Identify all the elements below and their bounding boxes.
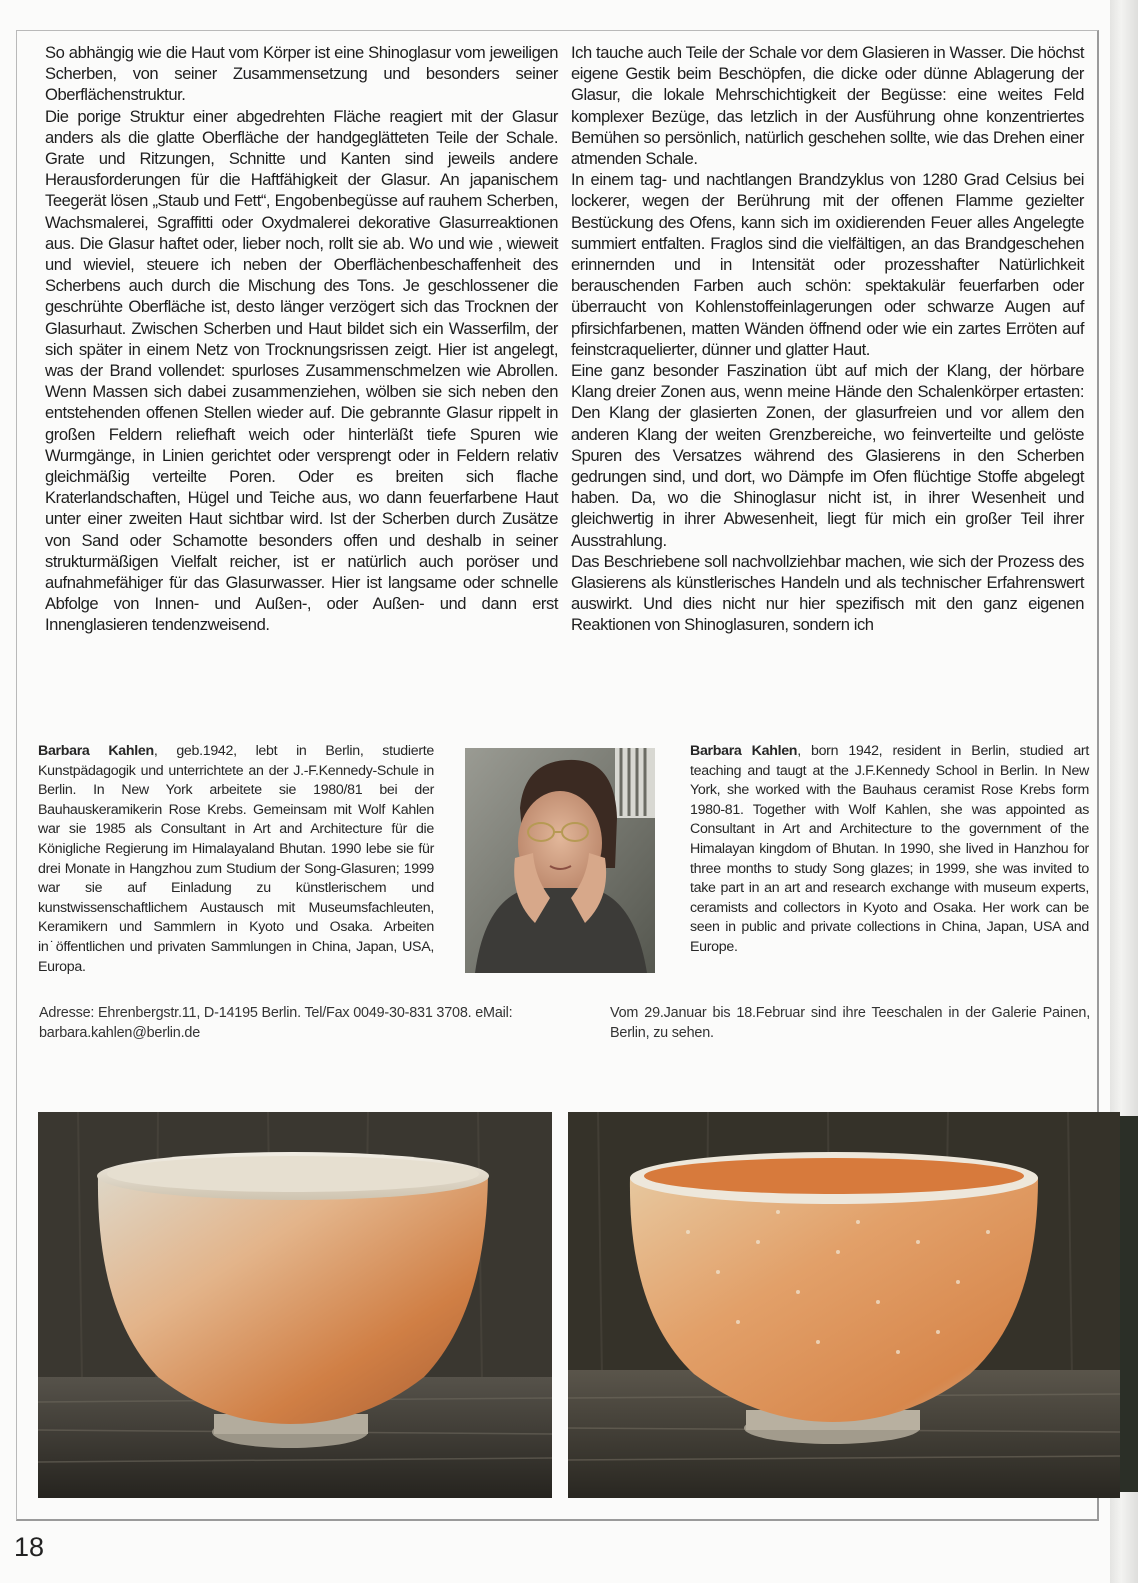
tea-bowl-photo-right [568,1112,1120,1498]
page-number: 18 [14,1532,45,1562]
exhibition-note: Vom 29.Januar bis 18.Februar sind ihre Teeschalen in der Galerie Painen, Berlin, zu sehen. [610,1005,1090,1041]
artist-bio-english [690,742,1089,958]
artist-address: Adresse: Ehrenbergstr.11, D-14195 Berlin. Tel/Fax 0049-30-831 3708. eMail: barbara.kahlen@berlin.de [39,1005,513,1041]
bio-text: , geb.1942, lebt in Berlin, studierte Kunstpädagogik und unterrichtete an der J.-F.Kennedy-Schule in Berlin. In New York arbeitete sie 1980/81 bei der Bauhauskeramikerin Rose Krebs. Gemeinsam mit Wolf Kahlen war sie 1985 als Consultant in Art and Architecture für die Königliche Regierung im Himalayaland Bhutan. 1990 lebe sie für drei Monate in Hangzhou zum Studium der Song-Glasuren; 1999 war sie auf Einladung zu künstlerischem und kunstwissenschaftlichem Austausch mit Museumsfachleuten, Keramikern und Sammlern in Kyoto und Osaka. Arbeiten in˙öffentlichen und privaten Sammlungen in China, Japan, USA, Europa. [38,743,434,975]
paragraph: Die porige Struktur einer abgedrehten Fläche reagiert mit der Glasur anders als die glatte Oberfläche der handgeglätteten Teile der Schale. Grate und Ritzungen, Schnitte und Kanten sind jeweils andere Herausforderungen für die Haftfähigkeit der Glasur. An japanischem Teegerät lösen „Staub und Fett“, Engobenbegüsse auf rauhem Scherben, Wachsmalerei, Sgraffitti oder Oxydmalerei dekorative Glasurreaktionen aus. Die Glasur haftet oder, lieber noch, rollt sie ab. Wo und wie , wieweit und wieviel, steuere ich neben der Oberflächenbeschaffenheit des Scherbens auch durch die Mischung des Tons. Je geschlossener die geschrühte Oberfläche ist, desto länger verzögert sich das Trocknen der Glasurhaut. Zwischen Scherben und Haut bildet sich ein Wasserfilm, der sich später in einem Netz von Trocknungsrissen zeigt. Hier ist angelegt, was der Brand vollendet: spurloses Zusammenschmelzen wie Abrollen. Wenn Massen sich dabei zusammenziehen, wölben sie sich neben den entstehenden offenen Stellen wieder auf. Die gebrannte Glasur rippelt in großen Feldern reliefhaft weich oder hinterläßt tiefe Spuren wie Wurmgänge, in Linien gerichtet oder versprengt oder in Feldern relativ gleichmäßig verteilte Poren. Oder es breiten sich flache Kraterlandschaften, Hügel und Teiche aus, wo dann feuerfarbene Haut unter einer zweiten Haut sichtbar wird. Ist der Scherben durch Zusätze von Sand oder Schamotte besonders offen und deshalb in seiner strukturmäßigen Vielfalt reicher, ist er natürlich auch poröser und aufnahmefähiger für das Glasurwasser. Hier ist langsame oder schnelle Abfolge von Innen- und Außen-, oder Außen- und dann erst Innenglasieren tendenzweisend. [45,106,558,635]
artist-bio-german [38,742,434,977]
portrait-illustration [465,748,655,973]
article-column-left [45,42,558,636]
artist-name: Barbara Kahlen [38,743,154,759]
artist-name: Barbara Kahlen [690,743,798,759]
bio-text: , born 1942, resident in Berlin, studied art teaching and taugt at the J.F.Kennedy School in Berlin. In New York, she worked with the Bauhaus ceramist Rose Krebs form 1980-81. Together with Wolf Kahlen, she was appointed as Consultant in Art and Architecture to the government of the Himalayan kingdom of Bhutan. In 1990, she lived in Hanzhou for three months to study Song glazes; in 1999, she was invited to take part in an art and research exchange with museum experts, ceramists and collectors in Kyoto and Osaka. Her work can be seen in public and private collections in China, Japan, USA and Europe. [690,743,1089,955]
artist-portrait-photo [465,748,655,973]
paragraph: Ich tauche auch Teile der Schale vor dem Glasieren in Wasser. Die höchst eigene Gestik beim Beschöpfen, die dicke oder dünne Ablagerung der Glasur, die lokale Mehrschichtigkeit der Begüsse: eine weites Feld komplexer Bezüge, das letzlich in der Ausführung ohne konzentriertes Bemühen so persönlich, natürlich geschehen sollte, wie das Drehen einer atmenden Schale. [571,43,1084,169]
article-column-right [571,42,1084,636]
paragraph: Eine ganz besonder Faszination übt auf mich der Klang, der hörbare Klang dreier Zonen aus, wenn meine Hände den Schalenkörper ertasten: Den Klang der glasierten Zonen, der glasurfreien und vor allem den anderen Klang der weiten Grenzbereiche, wo feinverteilte und gelöste Spuren des Versatzes während des Glasierens in den Scherben gedrungen sind, und dort, wo Dämpfe im Ofen flüchtige Stoffe abgelegt haben. Da, wo die Shinoglasur nicht ist, in ihrer Wesenheit und gleichwertig in ihrer Abwesenheit, liegt für mich ein großer Teil ihrer Ausstrahlung. [571,361,1084,550]
paragraph: So abhängig wie die Haut vom Körper ist eine Shinoglasur vom jeweiligen Scherben, von seiner Zusammensetzung und besonders seiner Oberflächenstruktur. [45,43,558,105]
tea-bowl-illustration [38,1112,552,1498]
tea-bowl-photo-left [38,1112,552,1498]
paragraph: In einem tag- und nachtlangen Brandzyklus von 1280 Grad Celsius bei lockerer, wegen der Berührung mit der offenen Flamme gezielter Bestückung des Ofens, kann sich im oxidierenden Feuer alles Angelegte summiert entfalten. Fraglos sind die vielfältigen, an das Brandgeschehen erinnernden und in Intensität oder prozesshafter Natürlichkeit berauschenden Farben auch schön: spektakulär feuerfarben oder überraucht von Kohlenstoffeinlagerungen oder schwarze Augen auf pfirsichfarbenen, matten Wänden öffnend oder wie ein zartes Erröten auf feinstcraquelierter, dünner und glatter Haut. [571,170,1084,359]
page-edge-photo-bleed [1120,1116,1138,1492]
tea-bowl-illustration [568,1112,1120,1498]
paragraph: Das Beschriebene soll nachvollziehbar machen, wie sich der Prozess des Glasierens als künstlerisches Handeln und als technischer Erfahrenswert auswirkt. Und dies nicht nur hier spezifisch mit den ganz eigenen Reaktionen von Shinoglasuren, sondern ich [571,551,1084,635]
